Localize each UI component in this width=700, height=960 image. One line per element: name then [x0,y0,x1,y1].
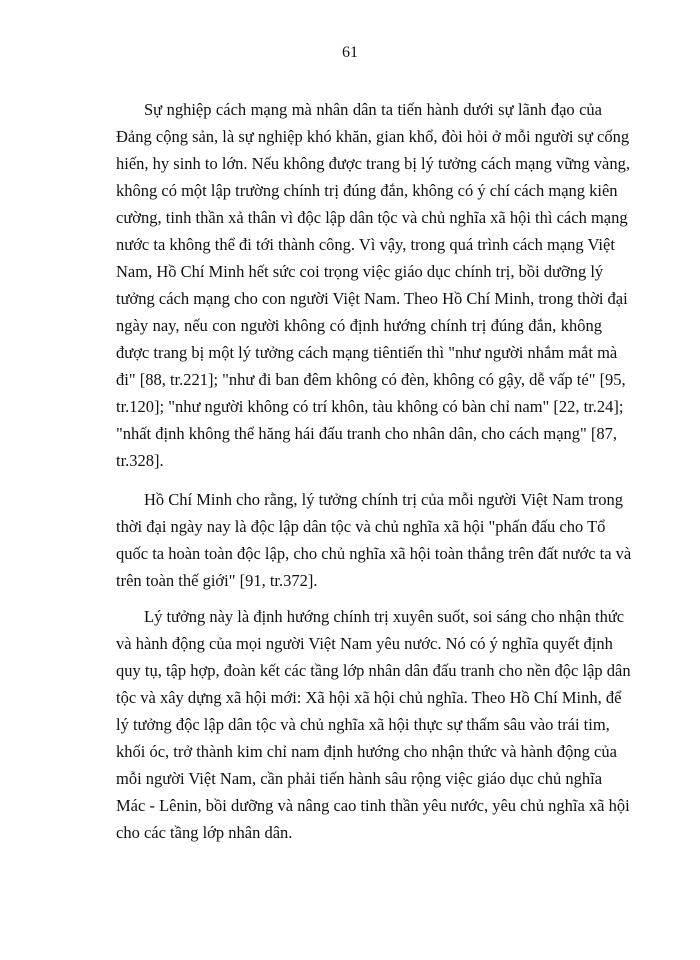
text-line: và hành động của mọi người Việt Nam yêu nước. Nó có ý nghĩa quyết định [116,634,613,653]
text-line: quy tụ, tập hợp, đoàn kết các tầng lớp nhân dân đấu tranh cho nền độc lập dân [116,661,631,680]
text-line: Đảng cộng sản, là sự nghiệp khó khăn, gian khổ, đòi hỏi ở mỗi người sự cống [116,127,630,146]
text-line: lý tưởng độc lập dân tộc và chủ nghĩa xã hội thực sự thấm sâu vào trái tim, [116,715,610,734]
text-line: Nam, Hồ Chí Minh hết sức coi trọng việc giáo dục chính trị, bồi dưỡng lý [116,262,604,281]
text-line: đi" [88, tr.221]; "như đi ban đêm không có đèn, không có gậy, dễ vấp té" [95, [116,370,626,389]
text-line: khối óc, trở thành kim chỉ nam định hướng cho nhận thức và hành động của [116,742,617,761]
text-line: quốc ta hoàn toàn độc lập, cho chủ nghĩa xã hội toàn thắng trên đất nước ta và [116,544,632,563]
text-line: thời đại ngày nay là độc lập dân tộc và chủ nghĩa xã hội "phấn đấu cho Tổ [116,517,606,536]
text-line: tr.328]. [116,451,164,470]
text-line: trên toàn thế giới" [91, tr.372]. [116,571,318,590]
paragraph [116,603,631,846]
paragraph [116,96,631,474]
text-line: "nhất định không thể hăng hái đấu tranh cho nhân dân, cho cách mạng" [87, [116,424,617,443]
paragraph [116,486,632,594]
text-line: ngày nay, nếu con người không có định hướng chính trị đúng đắn, không [116,316,602,335]
text-line: nước ta không thể đi tới thành công. Vì vậy, trong quá trình cách mạng Việt [116,235,615,254]
text-line: tưởng cách mạng cho con người Việt Nam. Theo Hồ Chí Minh, trong thời đại [116,289,628,308]
text-line: Lý tưởng này là định hướng chính trị xuyên suốt, soi sáng cho nhận thức [144,607,625,626]
text-line: Hồ Chí Minh cho rằng, lý tưởng chính trị của mỗi người Việt Nam trong [144,490,624,509]
text-line: cường, tinh thần xả thân vì độc lập dân tộc và chủ nghĩa xã hội thì cách mạng [116,208,628,227]
text-line: mỗi người Việt Nam, cần phải tiến hành sâu rộng việc giáo dục chủ nghĩa [116,769,603,788]
text-line: tộc và xây dựng xã hội mới: Xã hội xã hội chủ nghĩa. Theo Hồ Chí Minh, để [116,688,622,707]
page-number: 61 [342,44,358,61]
text-line: tr.120]; "như người không có trí khôn, tàu không có bàn chỉ nam" [22, tr.24]; [116,397,624,416]
text-line: không có một lập trường chính trị đúng đắn, không có ý chí cách mạng kiên [116,181,618,200]
text-line: cho các tầng lớp nhân dân. [116,823,293,842]
text-line: hiến, hy sinh to lớn. Nếu không được trang bị lý tưởng cách mạng vững vàng, [116,154,631,173]
text-line: Mác - Lênin, bồi dưỡng và nâng cao tinh thần yêu nước, yêu chủ nghĩa xã hội [116,796,630,815]
text-line: Sự nghiệp cách mạng mà nhân dân ta tiến hành dưới sự lãnh đạo của [144,100,602,119]
text-line: được trang bị một lý tưởng cách mạng tiêntiến thì "như người nhắm mắt mà [116,343,618,362]
